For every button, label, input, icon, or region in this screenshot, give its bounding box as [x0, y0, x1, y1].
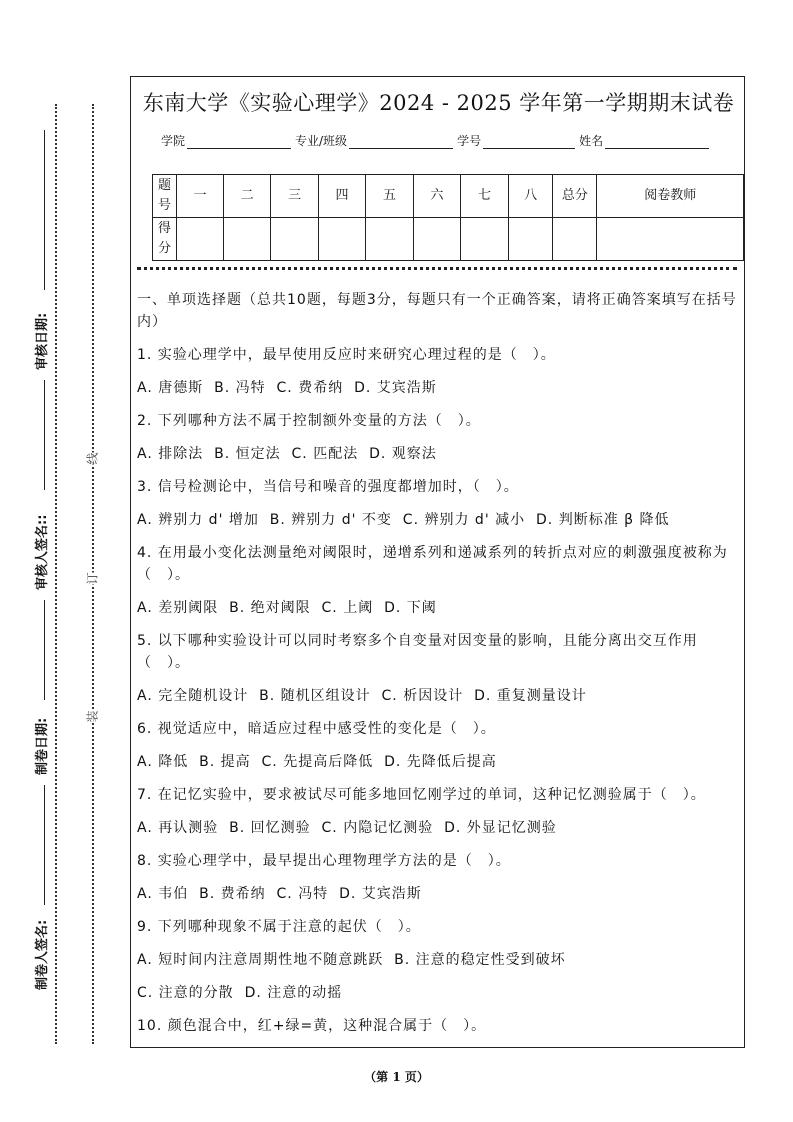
reviewer-sign-label: 审核人签名::	[35, 514, 50, 590]
question-stem: 3. 信号检测论中，当信号和噪音的强度都增加时，（ ）。	[137, 479, 519, 495]
name-label: 姓名	[579, 134, 604, 148]
binding-dotted-line-outer	[55, 104, 57, 1044]
score-cell[interactable]	[224, 218, 271, 261]
question-options: A. 唐德斯 B. 冯特 C. 费希纳 D. 艾宾浩斯	[137, 380, 437, 396]
question-stem: 1. 实验心理学中，最早使用反应时来研究心理过程的是（ ）。	[137, 347, 556, 363]
college-field[interactable]	[187, 134, 291, 149]
signature-line	[44, 785, 45, 905]
score-cell[interactable]	[177, 218, 224, 261]
score-cell[interactable]	[414, 218, 461, 261]
question-stem: 2. 下列哪种方法不属于控制额外变量的方法（ ）。	[137, 413, 481, 429]
major-class-field[interactable]	[349, 134, 453, 149]
score-table	[152, 174, 744, 261]
signature-line	[44, 380, 45, 490]
exam-title: 东南大学《实验心理学》2024 - 2025 学年第一学期期末试卷	[142, 91, 735, 115]
exam-page-frame	[130, 76, 745, 1048]
cell-total: 总分	[553, 175, 597, 218]
signature-line	[44, 600, 45, 700]
question-stem: 7. 在记忆实验中，要求被试尽可能多地回忆刚学过的单词，这种记忆测验属于（ ）。	[137, 787, 706, 803]
make-date-label: 制卷日期:	[35, 717, 50, 775]
cell-6: 六	[414, 175, 461, 218]
question-options: A. 降低 B. 提高 C. 先提高后降低 D. 先降低后提高	[137, 754, 497, 770]
score-table-score-row	[153, 218, 744, 261]
question-options: A. 完全随机设计 B. 随机区组设计 C. 析因设计 D. 重复测量设计	[137, 688, 587, 704]
score-cell[interactable]	[597, 218, 744, 261]
major-class-label: 专业/班级	[295, 134, 348, 148]
bind-mark-bind: 装	[85, 710, 100, 723]
question-stem: 10. 颜色混合中，红+绿=黄，这种混合属于（ ）。	[137, 1018, 487, 1034]
student-id-field[interactable]	[483, 134, 575, 149]
question-options: A. 再认测验 B. 回忆测验 C. 内隐记忆测验 D. 外显记忆测验	[137, 820, 557, 836]
question-stem: 6. 视觉适应中，暗适应过程中感受性的变化是（ ）。	[137, 721, 496, 737]
question-options: A. 差别阈限 B. 绝对阈限 C. 上阈 D. 下阈	[137, 600, 437, 616]
score-cell[interactable]	[461, 218, 509, 261]
score-cell[interactable]	[366, 218, 414, 261]
question-stem: 5. 以下哪种实验设计可以同时考察多个自变量对因变量的影响，且能分离出交互作用（ ）。	[137, 633, 698, 671]
score-cell[interactable]	[319, 218, 366, 261]
question-stem: 9. 下列哪种现象不属于注意的起伏（ ）。	[137, 919, 421, 935]
score-table-header-row	[153, 175, 744, 218]
name-field[interactable]	[605, 134, 709, 149]
cell-score-label: 得分	[153, 218, 177, 261]
question-options: C. 注意的分散 D. 注意的动摇	[137, 985, 343, 1001]
cell-8: 八	[508, 175, 552, 218]
score-cell[interactable]	[508, 218, 552, 261]
cell-7: 七	[461, 175, 509, 218]
cell-4: 四	[319, 175, 366, 218]
question-stem: 8. 实验心理学中，最早提出心理物理学方法的是（ ）。	[137, 853, 511, 869]
signature-line	[44, 130, 45, 290]
question-stem: 4. 在用最小变化法测量绝对阈限时，递增系列和递减系列的转折点对应的刺激强度被称为（ ）。	[137, 545, 728, 583]
cell-3: 三	[271, 175, 319, 218]
college-label: 学院	[161, 134, 186, 148]
cell-2: 二	[224, 175, 271, 218]
section-heading: 一、单项选择题（总共10题，每题3分，每题只有一个正确答案，请将正确答案填写在括号内）	[137, 292, 737, 330]
student-id-label: 学号	[457, 134, 482, 148]
student-info-row	[161, 132, 713, 149]
cell-1: 一	[177, 175, 224, 218]
question-options: A. 辨别力 d' 增加 B. 辨别力 d' 不变 C. 辨别力 d' 减小 D. 判断标准 β 降低	[137, 512, 670, 528]
cell-grader: 阅卷教师	[597, 175, 744, 218]
dotted-separator	[137, 267, 737, 270]
question-options: A. 韦伯 B. 费希纳 C. 冯特 D. 艾宾浩斯	[137, 886, 422, 902]
score-cell[interactable]	[553, 218, 597, 261]
maker-sign-label: 制卷人签名:	[35, 919, 50, 990]
question-options: A. 排除法 B. 恒定法 C. 匹配法 D. 观察法	[137, 446, 437, 462]
question-section	[137, 289, 743, 1048]
bind-mark-staple: 订	[85, 572, 100, 585]
question-options: A. 短时间内注意周期性地不随意跳跃 B. 注意的稳定性受到破坏	[137, 952, 566, 968]
cell-5: 五	[366, 175, 414, 218]
page-number: （第 1 页）	[364, 1070, 429, 1084]
cell-question-no: 题号	[153, 175, 177, 218]
score-cell[interactable]	[271, 218, 319, 261]
review-date-label: 审核日期:	[35, 312, 50, 370]
bind-mark-line: 线	[85, 452, 100, 465]
